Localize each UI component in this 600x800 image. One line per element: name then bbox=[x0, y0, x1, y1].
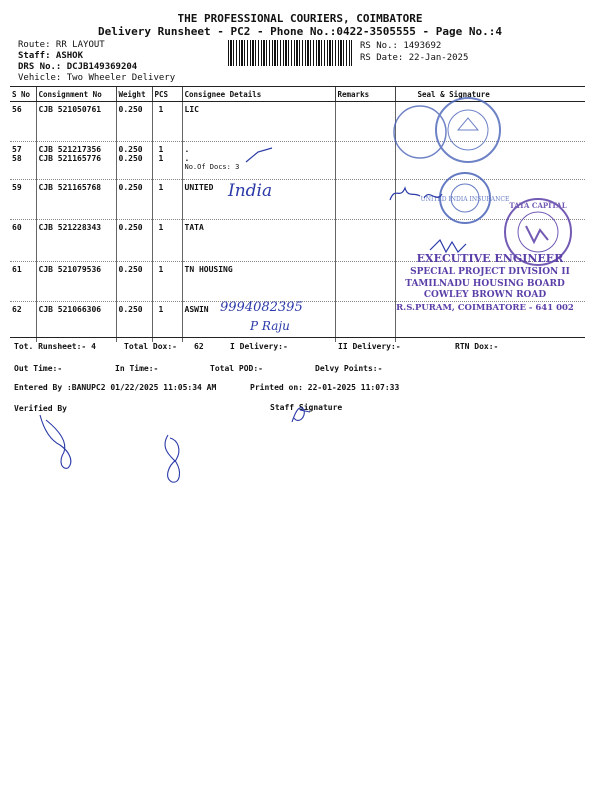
handwriting-row59: India bbox=[228, 181, 273, 201]
row-sno: 60 bbox=[10, 220, 36, 262]
executive-engineer-stamp bbox=[396, 252, 574, 313]
verified-signature bbox=[40, 415, 71, 468]
round-stamp-united bbox=[421, 173, 510, 223]
route: Route: RR LAYOUT bbox=[18, 40, 105, 50]
stamp-line-5: R.S.PURAM, COIMBATORE - 641 002 bbox=[396, 303, 574, 313]
row-weight: 0.250 bbox=[116, 220, 152, 262]
col-consignment: Consignment No bbox=[36, 87, 116, 102]
row-consignment: CJB 521228343 bbox=[36, 220, 116, 262]
tata-stamp-text: TATA CAPITAL bbox=[509, 201, 567, 210]
row-consignment: CJB 521066306 bbox=[36, 302, 116, 342]
row-pcs: 1 bbox=[152, 302, 182, 342]
delvy-points: Delvy Points:- bbox=[315, 364, 383, 373]
round-stamp-top bbox=[394, 98, 500, 162]
row-consignee: LIC bbox=[182, 102, 335, 142]
stamp-line-1: EXECUTIVE ENGINEER bbox=[416, 252, 564, 265]
handwriting-name: P Raju bbox=[250, 319, 290, 333]
printed-on: Printed on: 22-01-2025 11:07:33 bbox=[250, 383, 400, 392]
tick-mark bbox=[246, 148, 272, 162]
row-consignment: CJB 521079536 bbox=[36, 262, 116, 302]
row-consignee: TN HOUSING bbox=[182, 262, 335, 302]
company-name: THE PROFESSIONAL COURIERS, COIMBATORE bbox=[177, 12, 423, 25]
row-pcs: 1 bbox=[152, 180, 182, 220]
row-consignment: CJB 521165768 bbox=[36, 180, 116, 220]
stamp-line-3: TAMILNADU HOUSING BOARD bbox=[405, 279, 565, 289]
col-weight: Weight bbox=[116, 87, 152, 102]
row-sno: 61 bbox=[10, 262, 36, 302]
total-dox-label: Total Dox:- bbox=[124, 342, 177, 351]
rs-date: RS Date: 22-Jan-2025 bbox=[360, 53, 469, 63]
runsheet-subtitle: Delivery Runsheet - PC2 - Phone No.:0422-3505555 - Page No.:4 bbox=[98, 25, 502, 38]
signature-row60 bbox=[430, 240, 466, 252]
rtn-dox: RTN Dox:- bbox=[455, 342, 499, 351]
total-dox-value: 62 bbox=[194, 342, 204, 351]
row-pcs: 1 1 bbox=[152, 142, 182, 180]
verified-signature-2 bbox=[165, 435, 179, 482]
stamp-line-2: SPECIAL PROJECT DIVISION II bbox=[410, 267, 570, 277]
in-time: In Time:- bbox=[115, 364, 159, 373]
row-weight: 0.250 bbox=[116, 180, 152, 220]
row-weight: 0.250 bbox=[116, 302, 152, 342]
handwriting-phone: 9994082395 bbox=[220, 300, 303, 315]
vehicle: Vehicle: Two Wheeler Delivery bbox=[18, 73, 176, 83]
row-sno: 57 58 bbox=[10, 142, 36, 180]
row-sno: 62 bbox=[12, 305, 22, 314]
docs-count: No.Of Docs: 3 bbox=[184, 163, 240, 171]
row-weight: 0.250 bbox=[116, 102, 152, 142]
row-consignee-lines: . . bbox=[184, 145, 190, 163]
i-delivery: I Delivery:- bbox=[230, 342, 288, 351]
row-consignment: CJB 521050761 bbox=[36, 102, 116, 142]
staff: Staff: ASHOK bbox=[18, 51, 84, 61]
row-pcs: 1 bbox=[152, 220, 182, 262]
verified-by: Verified By bbox=[14, 404, 67, 413]
row-pcs: 1 bbox=[152, 102, 182, 142]
drs-number: DRS No.: DCJB149369204 bbox=[18, 62, 138, 72]
col-sno: S No bbox=[10, 87, 36, 102]
row-sno: 59 bbox=[10, 180, 36, 220]
col-pcs: PCS bbox=[152, 87, 182, 102]
row-sno: 56 bbox=[10, 102, 36, 142]
out-time: Out Time:- bbox=[14, 364, 63, 373]
row-consignee: UNITED bbox=[182, 180, 335, 220]
row-weight: 0.250 bbox=[116, 262, 152, 302]
row-weight: 0.250 0.250 bbox=[116, 142, 152, 180]
row-consignee: ASWIN bbox=[182, 302, 335, 342]
col-remarks: Remarks bbox=[335, 87, 395, 102]
total-pod: Total POD:- bbox=[210, 364, 263, 373]
col-consignee: Consignee Details bbox=[182, 87, 335, 102]
total-runsheet: Tot. Runsheet:- 4 bbox=[14, 342, 96, 351]
stamp-line-4: COWLEY BROWN ROAD bbox=[423, 290, 547, 300]
entered-by: Entered By :BANUPC2 01/22/2025 11:05:34 AM bbox=[14, 383, 217, 392]
row-consignee: TATA bbox=[182, 220, 335, 262]
staff-signature-label: Staff Signature bbox=[270, 403, 343, 412]
staff-signature-mark bbox=[292, 408, 310, 422]
row-pcs: 1 bbox=[152, 262, 182, 302]
united-stamp-text: UNITED INDIA INSURANCE bbox=[420, 196, 510, 203]
rs-number: RS No.: 1493692 bbox=[360, 41, 442, 51]
col-seal: Seal & Signature bbox=[395, 87, 585, 102]
ii-delivery: II Delivery:- bbox=[338, 342, 401, 351]
row-consignment: CJB 521217356 CJB 521165776 bbox=[36, 142, 116, 180]
